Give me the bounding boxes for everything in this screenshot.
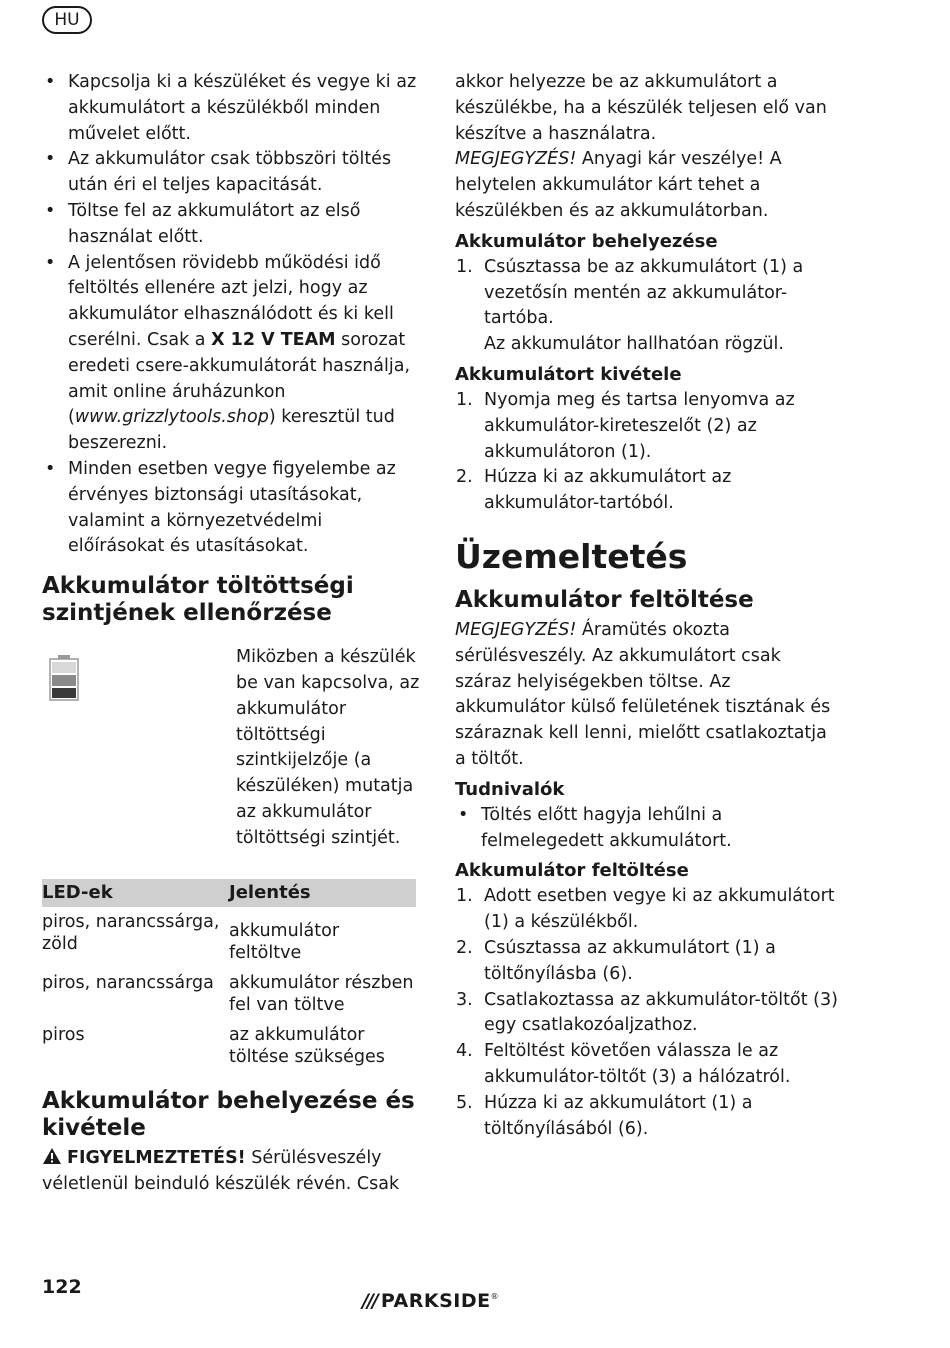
list-item [455, 1039, 840, 1091]
charge-steps-list [455, 884, 840, 1142]
subsection-title-insert: Akkumulátor behelyezése [455, 230, 718, 252]
remove-steps-list [455, 388, 840, 517]
note-label: MEGJEGYZÉS! [455, 619, 577, 640]
note-label: MEGJEGYZÉS! [455, 149, 577, 170]
led-meaning-table [42, 879, 416, 1072]
table-cell: piros, narancssárga, zöld [42, 912, 220, 954]
table-cell: akkumulátor feltöltve [229, 921, 340, 963]
step-text: Adott esetben vegye ki az akkumulátort (1) a készülékből. [484, 886, 835, 933]
list-item [455, 465, 840, 517]
table-cell: akkumulátor részben fel van töltve [229, 973, 414, 1015]
logo-slashes: /// [362, 1290, 377, 1312]
bullet4-text-pre: A jelentősen rövidebb működési idő feltöltés ellenére azt jelzi, hogy az akkumulátor elhasználódott és ki kell cserélni. Csak a [68, 252, 394, 350]
bullet4-text-post: ) keresztül tud beszerezni. [68, 407, 395, 454]
step-number: 5. [456, 1092, 473, 1113]
step-text: Húzza ki az akkumulátort az akkumulátor-tartóból. [484, 467, 732, 514]
step-text: Csúsztassa az akkumulátort (1) a töltőnyílásba (6). [484, 937, 776, 984]
continued-paragraph: akkor helyezze be az akkumulátort a készülékbe, ha a készülék teljesen elő van készítve a használatra. [455, 72, 827, 144]
list-item: • Az akkumulátor csak többszöri töltés után éri el teljes kapacitását. [42, 147, 417, 199]
column-header-led: LED-ek [42, 879, 229, 907]
step-number: 1. [456, 886, 473, 907]
step-text: Csúsztassa be az akkumulátort (1) a vezetősín mentén az akkumulátor-tartóba. [484, 256, 804, 329]
list-item: • Töltés előtt hagyja lehűlni a felmelegedett akkumulátort. [455, 803, 840, 855]
step-text: Nyomja meg és tartsa lenyomva az akkumulátor-kireteszelőt (2) az akkumulátoron (1). [484, 389, 795, 462]
battery-indicator-description: Miközben a készülék be van kapcsolva, az akkumulátor töltöttségi szintkijelzője (a készüléken) mutatja az akkumulátor töltöttségi szintjét. [236, 647, 420, 848]
table-cell: piros, narancssárga [42, 973, 214, 994]
battery-indicator-block [42, 645, 420, 863]
logo-text: PARKSIDE [380, 1290, 491, 1312]
warning-triangle-icon [42, 1147, 62, 1165]
section-title-charge-level: Akkumulátor töltöttségi szintjének ellenőrzése [42, 573, 354, 627]
right-column [455, 70, 840, 1142]
subsection-title-remove: Akkumulátort kivétele [455, 363, 682, 385]
list-item: • Kapcsolja ki a készüléket és vegye ki az akkumulátort a készülékből minden művelet előtt. [42, 70, 417, 147]
tips-list [455, 803, 840, 855]
table-row [42, 907, 416, 968]
section-title-charging: Akkumulátor feltöltése [455, 586, 754, 613]
section-title-insert-remove: Akkumulátor behelyezése és kivétele [42, 1088, 415, 1142]
table-row [42, 968, 416, 1020]
step-text: Feltöltést követően válassza le az akkumulátor-töltőt (3) a hálózatról. [484, 1041, 791, 1087]
note-paragraph [455, 618, 840, 773]
list-item [455, 388, 840, 465]
step-number: 3. [456, 989, 473, 1010]
note-text: Áramütés okozta sérülésveszély. Az akkumulátort csak száraz helyiségekben töltse. Az akkumulátor külső felületének tisztának és száraznak kell lenni, mielőtt csatlakoztatja a töltőt. [455, 619, 831, 769]
insert-steps-list [455, 255, 840, 332]
column-header-meaning: Jelentés [229, 879, 416, 907]
note-paragraph [455, 147, 840, 224]
warning-text: Sérülésveszély véletlenül beinduló készülék révén. Csak [42, 1148, 400, 1194]
list-item: • Töltse fel az akkumulátort az első használat előtt. [42, 199, 417, 251]
note-text: Anyagi kár veszélye! A helytelen akkumulátor kárt tehet a készülékben és az akkumulátorban. [455, 149, 782, 221]
left-column [42, 70, 420, 1198]
subsection-title-charge-steps: Akkumulátor feltöltése [455, 860, 689, 882]
list-item: • Minden esetben vegye figyelembe az érvényes biztonsági utasításokat, valamint a környezetvédelmi előírásokat és utasításokat. [42, 457, 417, 560]
parkside-logo [362, 1284, 499, 1310]
table-row [42, 1020, 416, 1072]
battery-level-icon [48, 655, 80, 701]
subsection-title-tips: Tudnivalók [455, 778, 565, 800]
list-item [455, 255, 840, 332]
insert-result: Az akkumulátor hallhatóan rögzül. [484, 334, 784, 355]
step-text: Csatlakoztassa az akkumulátor-töltőt (3) egy csatlakozóaljzathoz. [484, 989, 838, 1036]
list-item [455, 936, 840, 988]
shop-url: www.grizzlytools.shop [74, 407, 269, 428]
step-number: 1. [456, 256, 473, 277]
step-number: 1. [456, 389, 473, 410]
page-number: 122 [42, 1276, 82, 1298]
list-item [455, 884, 840, 936]
step-number: 2. [456, 937, 473, 958]
warning-paragraph [42, 1146, 417, 1198]
chapter-title-operation: Üzemeltetés [455, 536, 688, 576]
language-badge: HU [42, 6, 92, 34]
product-series-name: X 12 V TEAM [211, 329, 336, 350]
table-cell: az akkumulátor töltése szükséges [229, 1025, 385, 1067]
table-cell: piros [42, 1025, 85, 1046]
list-item [455, 988, 840, 1040]
registered-mark: ® [490, 1292, 500, 1301]
list-item [455, 1091, 840, 1143]
step-number: 4. [456, 1041, 473, 1062]
table-header-row [42, 879, 416, 907]
step-number: 2. [456, 467, 473, 488]
bullet4-text-mid: sorozat eredeti csere-akkumulátorát használja, amit online áruházunkon ( [68, 329, 411, 428]
warning-label: FIGYELMEZTETÉS! [67, 1148, 246, 1169]
safety-bullet-list [42, 70, 417, 560]
step-text: Húzza ki az akkumulátort (1) a töltőnyílásából (6). [484, 1092, 753, 1139]
list-item [42, 251, 417, 457]
